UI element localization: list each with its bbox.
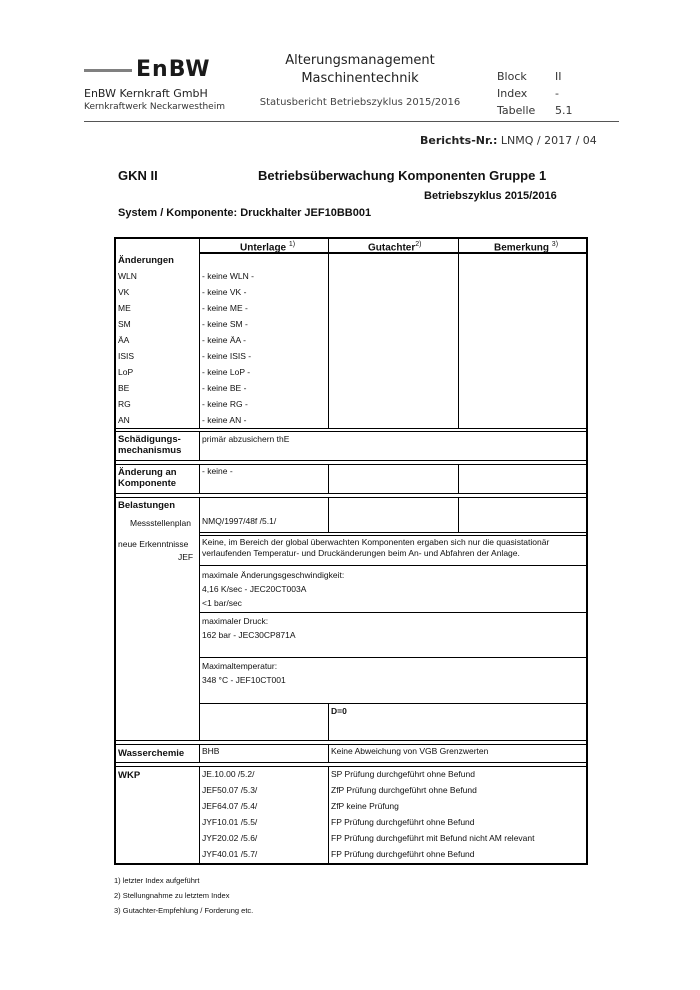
aenderung-key: ME [118, 303, 131, 313]
aenderungen-gutachter-cell [328, 253, 459, 429]
col-bemerkung-header: Bemerkung $^{3)}$ [494, 241, 559, 254]
index-value: - [555, 87, 559, 100]
aenderung-value: - keine BE - [202, 383, 247, 393]
aenderungen-label: Änderungen [118, 255, 174, 266]
report-number-value: LNMQ / 2017 / 04 [500, 134, 597, 147]
status-report: Statusbericht Betriebszyklus 2015/2016 [259, 97, 461, 108]
wkp-result: FP Prüfung durchgeführt mit Befund nicht AM relevant [331, 833, 535, 843]
company-name: EnBW Kernkraft GmbH [84, 87, 208, 100]
document-title-line-2: Maschinentechnik [301, 71, 419, 86]
neue-erkenntnisse-sublabel: JEF [178, 552, 194, 562]
aenderung-key: LoP [118, 367, 134, 377]
wasserchemie-label: Wasserchemie [118, 748, 185, 759]
footnote: 1) letzter Index aufgeführt [114, 876, 200, 885]
aenderung-key: ÄA [118, 335, 130, 345]
messstellen-value: NMQ/1997/48f /5.1/ [202, 516, 277, 526]
d-value: D=0 [331, 706, 347, 716]
wkp-result: ZfP Prüfung durchgeführt ohne Befund [331, 785, 477, 795]
aenderung-key: SM [118, 319, 131, 329]
schaedigung-label: Schädigungs- mechanismus [118, 434, 182, 456]
aenderung-komp-gutachter-cell [328, 464, 459, 494]
neue-erkenntnisse-label: neue Erkenntnisse [118, 539, 189, 549]
messstellen-unterlage-cell [199, 497, 329, 533]
aenderung-value: - keine ÄA - [202, 335, 246, 345]
aenderung-key: BE [118, 383, 130, 393]
aenderungsgeschwindigkeit-text: maximale Änderungsgeschwindigkeit: 4,16 K/sec - JEC20CT003A <1 bar/sec [202, 570, 345, 608]
wkp-result: FP Prüfung durchgeführt ohne Befund [331, 849, 475, 859]
wasserchemie-unterlage: BHB [202, 746, 220, 756]
aenderung-value: - keine VK - [202, 287, 247, 297]
belastung-d-cell [328, 703, 588, 741]
wkp-label: WKP [118, 770, 141, 781]
aenderung-komp-value: - keine - [202, 466, 233, 476]
footnote: 3) Gutachter-Empfehlung / Forderung etc. [114, 906, 254, 915]
aenderung-value: - keine RG - [202, 399, 248, 409]
belastungen-label: Belastungen [118, 500, 176, 511]
wkp-doc: JEF50.07 /5.3/ [202, 785, 258, 795]
footnote: 2) Stellungnahme zu letztem Index [114, 891, 230, 900]
aenderung-value: - keine SM - [202, 319, 248, 329]
schaedigung-value: primär abzusichern thE [202, 434, 290, 444]
neue-erkenntnisse-text: Keine, im Bereich der global überwachten Komponenten ergaben sich nur die quasistationär verlaufenden Temperatur- und Druckänderungen beim An- und Abfahren der Anlage. [202, 537, 550, 558]
report-number [420, 134, 597, 147]
aenderung-value: - keine LoP - [202, 367, 251, 377]
aenderungen-bemerkung-cell [458, 253, 588, 429]
system-component: System / Komponente: Druckhalter JEF10BB001 [118, 207, 372, 219]
document-title [255, 52, 465, 88]
table-value: 5.1 [555, 104, 573, 117]
table-label: Tabelle [497, 104, 536, 117]
document-title-line-1: Alterungsmanagement [285, 53, 435, 68]
col-unterlage-header: Unterlage $^{1)}$ [240, 241, 296, 254]
messstellen-bemerkung-cell [458, 497, 588, 533]
wkp-doc: JE.10.00 /5.2/ [202, 769, 255, 779]
aenderung-komp-label: Änderung an Komponente [118, 467, 177, 489]
aenderung-value: - keine ISIS - [202, 351, 252, 361]
aenderung-key: WLN [118, 271, 137, 281]
belastung-unterlage-empty-cell [199, 703, 329, 741]
max-temperatur-text: Maximaltemperatur: 348 °C - JEF10CT001 [202, 661, 286, 685]
max-druck-text: maximaler Druck: 162 bar - JEC30CP871A [202, 616, 296, 640]
aenderung-value: - keine ME - [202, 303, 248, 313]
header-rule [84, 121, 619, 122]
wkp-result: FP Prüfung durchgeführt ohne Befund [331, 817, 475, 827]
messstellen-gutachter-cell [328, 497, 459, 533]
page-title: Betriebsüberwachung Komponenten Gruppe 1 [258, 168, 547, 183]
index-label: Index [497, 87, 528, 100]
wkp-doc: JEF64.07 /5.4/ [202, 801, 258, 811]
block-value: II [555, 70, 562, 83]
wkp-result: SP Prüfung durchgeführt ohne Befund [331, 769, 475, 779]
wasserchemie-remark: Keine Abweichung von VGB Grenzwerten [331, 746, 489, 756]
wkp-doc: JYF10.01 /5.5/ [202, 817, 258, 827]
wkp-result: ZfP keine Prüfung [331, 801, 399, 811]
aenderung-key: RG [118, 399, 131, 409]
aenderung-value: - keine WLN - [202, 271, 254, 281]
unit-name: GKN II [118, 168, 158, 183]
aenderung-komp-bemerkung-cell [458, 464, 588, 494]
col-gutachter-header: Gutachter$^{2)}$ [368, 241, 422, 254]
belastungen-label-cell [114, 497, 200, 741]
operating-cycle: Betriebszyklus 2015/2016 [424, 190, 557, 202]
messstellen-label: Messstellenplan [130, 518, 191, 528]
logo-line [84, 69, 132, 72]
aenderung-key: VK [118, 287, 130, 297]
aenderung-value: - keine AN - [202, 415, 247, 425]
block-label: Block [497, 70, 527, 83]
plant-name: Kernkraftwerk Neckarwestheim [84, 102, 225, 112]
wkp-doc: JYF40.01 /5.7/ [202, 849, 258, 859]
report-number-label: Berichts-Nr.: [420, 134, 498, 147]
wkp-doc: JYF20.02 /5.6/ [202, 833, 258, 843]
aenderung-key: ISIS [118, 351, 135, 361]
aenderung-key: AN [118, 415, 130, 425]
enbw-logo: EnBW [136, 57, 211, 82]
